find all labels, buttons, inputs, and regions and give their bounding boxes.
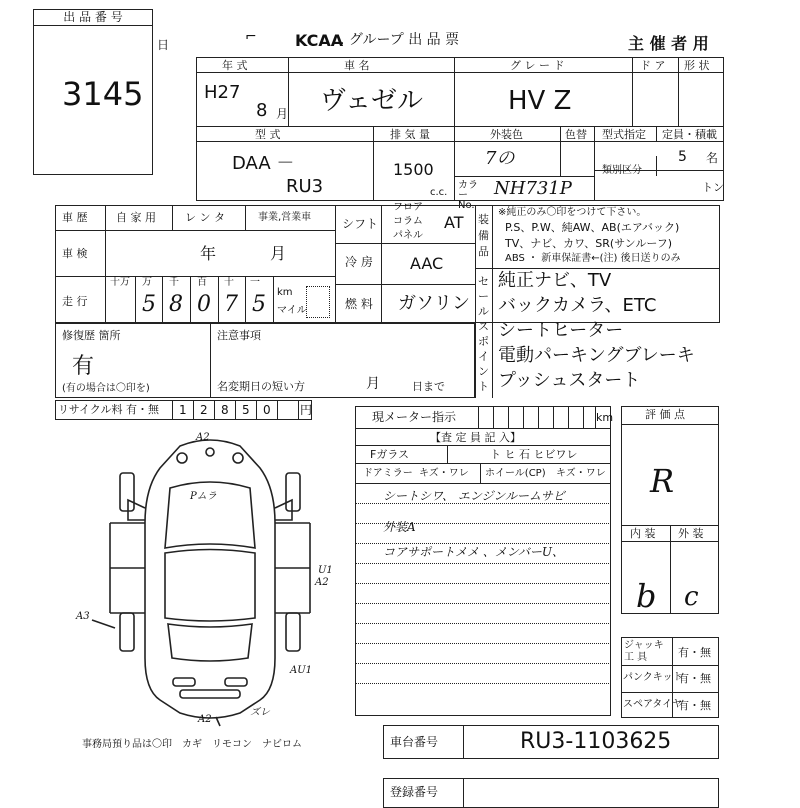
capacity-unit: 名 (706, 151, 719, 165)
equipment-line3: ABS ・ 新車保証書←(注) 後日送りのみ (505, 253, 681, 264)
damage-mark-hood: Pムラ (190, 491, 217, 502)
recycle-label: リサイクル料 有・無 (58, 403, 159, 416)
fuel-label: 燃 料 (345, 297, 373, 311)
puncture-option: 有・無 (678, 672, 711, 685)
damage-mark-left-a3: A3 (76, 611, 90, 622)
digit-header-10: 十 (224, 277, 234, 288)
wheel-options: キズ・ワレ (556, 468, 606, 479)
damage-mark-right-u1: U1 (318, 565, 333, 576)
mileage-digit-1: 5 (142, 292, 156, 317)
exterior-label: 外 装 (678, 527, 704, 540)
deadline-month-unit: 月 (366, 376, 380, 392)
inspection-month-unit: 月 (270, 244, 287, 263)
recycle-digit-2: 2 (200, 403, 208, 417)
mileage-unit-mile: マイル (277, 305, 307, 316)
history-business: 事業,営業車 (258, 212, 312, 223)
model-label: 型 式 (255, 128, 281, 141)
interior-label: 内 装 (630, 527, 656, 540)
notes-label: 注意事項 (217, 329, 261, 342)
repair-value: 有 (72, 354, 95, 379)
mileage-digit-5: 5 (252, 292, 266, 317)
equipment-side-label: 装備品 (478, 213, 489, 258)
grade-label: グ レ ー ド (510, 59, 565, 72)
inspector-note-3: コアサポートメメ 、メンバーU、 (383, 545, 564, 559)
shift-option-column: コラム (393, 216, 423, 227)
model-value-1: DAA － (232, 153, 295, 174)
digit-header-100k: 十万 (110, 277, 130, 288)
class-label: 類別区分 (602, 165, 642, 176)
short-deadline-label: 名変期日の短い方 (217, 380, 305, 393)
office-items: 事務局預り品は〇印 カギ リモコン ナビロム (82, 739, 302, 750)
digit-header-1: 一 (250, 277, 260, 288)
color-label: 外装色 (490, 128, 523, 141)
interior-score: b (636, 577, 657, 615)
ton-unit: トン (702, 181, 724, 194)
damage-mark-front: A2 (196, 432, 210, 443)
color-no-label: カラー No. (458, 180, 478, 211)
car-damage-diagram (70, 428, 350, 728)
model-value-2: RU3 (286, 176, 324, 197)
day-suffix: 日 (157, 38, 170, 52)
score-value: R (650, 462, 675, 500)
cc-unit: c.c. (430, 187, 448, 198)
puncture-label: パンクキット (623, 672, 683, 683)
mileage-digit-2: 8 (169, 292, 183, 317)
inspector-note-1: シートシワ、 エンジンルームサビ (383, 489, 565, 503)
sales-point-4: 電動パーキングブレーキ (498, 345, 695, 366)
spare-option: 有・無 (678, 699, 711, 712)
mileage-digit-4: 7 (224, 292, 238, 317)
meter-unit: km (596, 411, 614, 424)
damage-mark-right-a2: A2 (315, 577, 329, 588)
history-private: 自 家 用 (116, 211, 156, 224)
lot-label: 出 品 番 号 (63, 10, 123, 24)
equipment-note: ※純正のみ〇印をつけて下さい。 (498, 207, 647, 218)
mile-checkbox (306, 286, 330, 318)
exterior-score: c (684, 582, 699, 612)
sales-point-2: バックカメラ、ETC (498, 295, 657, 316)
inspection-year-unit: 年 (200, 244, 217, 263)
mirror-label: ドアミラー (363, 468, 413, 479)
year-label: 年 式 (222, 59, 248, 72)
grade-value: HV Z (508, 86, 572, 116)
mileage-label: 走 行 (62, 295, 88, 308)
repair-label: 修復歴 箇所 (62, 329, 121, 342)
lot-number: 3145 (62, 75, 144, 113)
ac-label: 冷 房 (345, 255, 373, 269)
digit-header-10k: 万 (142, 277, 152, 288)
color-value: 7の (485, 148, 515, 169)
history-label: 車 歴 (62, 211, 88, 224)
wheel-label: ホイール(CP) (485, 468, 546, 479)
sales-points-side-label: セールスポイント (478, 275, 489, 393)
inspector-header: 【査 定 員 記 入】 (430, 431, 521, 444)
shift-label: シフト (342, 217, 379, 231)
mileage-digit-3: 0 (197, 292, 211, 317)
damage-mark-rear-shift: ズレ (250, 707, 270, 718)
sales-point-3: シートヒーター (498, 320, 624, 341)
f-glass-options: ト ヒ 石 ヒビワレ (490, 448, 578, 461)
chassis-label: 車台番号 (390, 735, 439, 749)
recycle-digit-3: 8 (221, 403, 229, 417)
inspector-note-2: 外装A (383, 520, 416, 534)
color-change-label: 色替 (565, 128, 587, 141)
mirror-options: キズ・ワレ (419, 468, 469, 479)
registration-label: 登録番号 (390, 785, 439, 799)
year-value: H27 (204, 82, 241, 103)
sales-point-1: 純正ナビ、TV (498, 270, 612, 291)
displacement-label: 排 気 量 (390, 128, 430, 141)
spare-label: スペアタイヤ (623, 699, 683, 710)
slip-title: . グループ 出 品 票 (340, 32, 460, 48)
shape-label: 形 状 (684, 59, 710, 72)
jack-label: ジャッキ 工 具 (624, 640, 664, 663)
type-spec-label: 型式指定 (602, 128, 646, 141)
score-label: 評 価 点 (645, 408, 685, 421)
displacement-value: 1500 (393, 160, 434, 179)
mileage-unit-km: km (277, 287, 293, 298)
shift-value: AT (444, 213, 464, 232)
jack-option: 有・無 (678, 646, 711, 659)
inspection-label: 車 検 (62, 247, 88, 260)
car-name: ヴェゼル (320, 86, 423, 116)
recycle-unit: 円 (300, 403, 313, 417)
fuel-value: ガソリン (398, 293, 470, 314)
brand-logo: KCAA (295, 31, 344, 50)
capacity-label: 定員・積載 (662, 128, 717, 141)
shift-option-panel: パネル (393, 230, 423, 241)
digit-header-100: 百 (197, 277, 207, 288)
capacity-value: 5 (678, 149, 687, 165)
header-title-left-mark: ⌐ (245, 29, 257, 45)
f-glass-label: Fガラス (370, 448, 409, 461)
month-value: 8 (256, 100, 268, 121)
digit-header-1k: 千 (169, 277, 179, 288)
ac-value: AAC (410, 254, 444, 273)
damage-mark-rear-a2: A2 (198, 714, 212, 725)
door-label: ド ア (640, 59, 666, 72)
equipment-line1: P.S、P.W、純AW、AB(エアバック) (505, 221, 680, 234)
role-label: 主 催 者 用 (628, 34, 709, 53)
damage-mark-rear-au1: AU1 (290, 665, 313, 676)
month-unit: 月 (276, 107, 289, 121)
recycle-digit-5: 0 (263, 403, 271, 417)
sales-point-5: プッシュスタート (498, 370, 641, 391)
recycle-digit-1: 1 (179, 403, 187, 417)
meter-label: 現メーター指示 (372, 410, 457, 424)
color-no-value: NH731P (494, 178, 572, 199)
car-name-label: 車 名 (344, 59, 370, 72)
repair-note: (有の場合は〇印を) (62, 383, 150, 394)
shift-option-floor: フロア (393, 202, 423, 213)
equipment-line2: TV、ナビ、カワ、SR(サンルーフ) (505, 237, 673, 250)
chassis-value: RU3-1103625 (520, 729, 672, 754)
recycle-digit-4: 5 (242, 403, 250, 417)
history-rental: レ ン タ (185, 211, 225, 224)
deadline-day-until: 日まで (412, 380, 445, 393)
